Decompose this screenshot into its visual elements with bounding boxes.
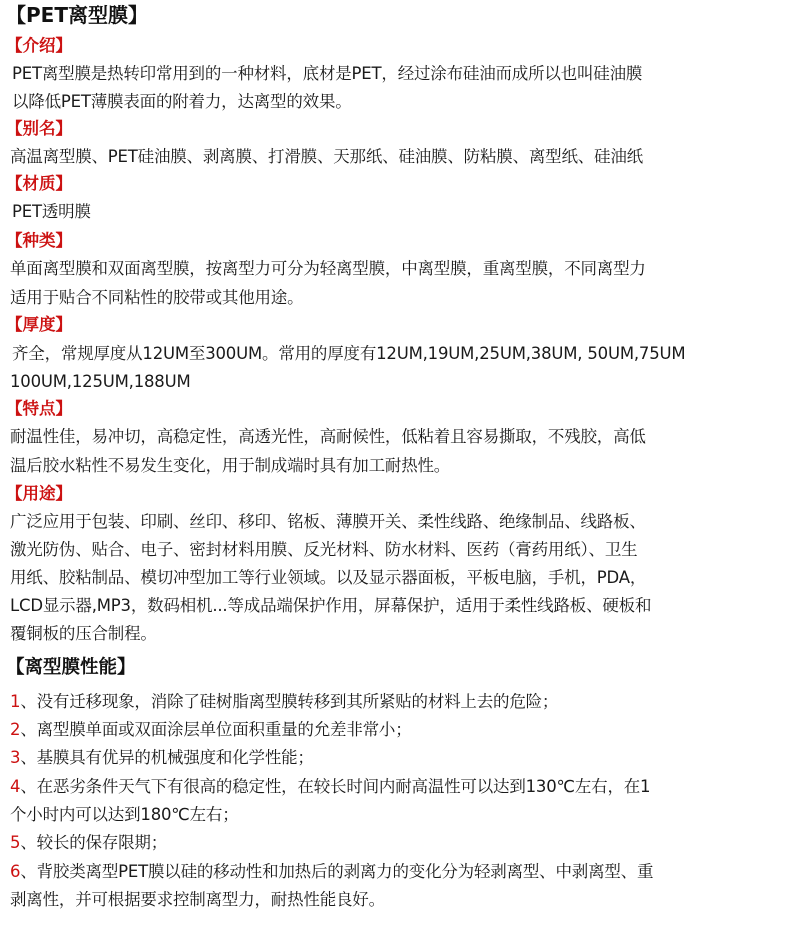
section-heading-types: 【种类】 (6, 231, 72, 250)
section-heading-intro: 【介绍】 (6, 36, 72, 55)
item-number: 3 (10, 748, 21, 767)
performance-title: 【离型膜性能】 (6, 657, 136, 678)
types-line-1: 单面离型膜和双面离型膜，按离型力可分为轻离型膜，中离型膜，重离型膜，不同离型力 (10, 259, 646, 278)
performance-item-6 (10, 858, 653, 886)
types-line-2: 适用于贴合不同粘性的胶带或其他用途。 (10, 288, 304, 307)
performance-item-1 (10, 688, 558, 716)
features-line-1: 耐温性佳，易冲切，高稳定性，高透光性，高耐候性，低粘着且容易撕取，不残胶，高低 (10, 427, 646, 446)
material-line-1: PET透明膜 (12, 202, 91, 221)
item-text: 背胶类离型PET膜以硅的移动性和加热后的剥离力的变化分为轻剥离型、中剥离型、重 (36, 862, 654, 881)
performance-item-6-cont (10, 886, 385, 914)
features-line-2: 温后胶水粘性不易发生变化，用于制成端时具有加工耐热性。 (10, 456, 451, 475)
thickness-line-2: 100UM,125UM,188UM (10, 372, 191, 391)
thickness-line-1: 齐全，常规厚度从12UM至300UM。常用的厚度有12UM,19UM,25UM,38UM, 50UM,75UM (12, 344, 686, 363)
uses-line-1: 广泛应用于包装、印刷、丝印、移印、铭板、薄膜开关、柔性线路、绝缘制品、线路板、 (10, 512, 646, 531)
item-text: 离型膜单面或双面涂层单位面积重量的允差非常小； (36, 720, 412, 739)
item-separator: 、 (20, 748, 37, 767)
item-separator: 、 (20, 862, 37, 881)
item-separator: 、 (20, 720, 37, 739)
page-title: 【PET离型膜】 (6, 3, 148, 27)
item-number: 4 (10, 777, 21, 796)
intro-line-2: 以降低PET薄膜表面的附着力，达离型的效果。 (12, 92, 352, 111)
item-separator: 、 (20, 777, 37, 796)
aliases-line-1: 高温离型膜、PET硅油膜、剥离膜、打滑膜、天那纸、硅油膜、防粘膜、离型纸、硅油纸 (10, 147, 643, 166)
uses-line-3: 用纸、胶粘制品、模切冲型加工等行业领域。以及显示器面板，平板电脑，手机，PDA， (10, 568, 647, 587)
item-number: 2 (10, 720, 21, 739)
item-text: 在恶劣条件天气下有很高的稳定性，在较长时间内耐高温性可以达到130℃左右，在1 (36, 777, 651, 796)
performance-item-2 (10, 716, 412, 744)
uses-line-4: LCD显示器,MP3，数码相机...等成品端保护作用，屏幕保护，适用于柔性线路板、硬板和 (10, 596, 652, 615)
item-number: 6 (10, 862, 21, 881)
section-heading-aliases: 【别名】 (6, 119, 72, 138)
performance-item-4-cont (10, 801, 239, 829)
item-text: 基膜具有优异的机械强度和化学性能； (36, 748, 314, 767)
item-number: 5 (10, 833, 21, 852)
performance-item-4 (10, 773, 650, 801)
performance-item-5 (10, 829, 167, 857)
item-text: 剥离性，并可根据要求控制离型力，耐热性能良好。 (10, 890, 385, 909)
intro-line-1: PET离型膜是热转印常用到的一种材料，底材是PET，经过涂布硅油而成所以也叫硅油膜 (12, 64, 643, 83)
performance-item-3 (10, 744, 314, 772)
section-heading-uses: 【用途】 (6, 484, 72, 503)
item-separator: 、 (20, 833, 37, 852)
section-heading-thickness: 【厚度】 (6, 315, 72, 334)
item-text: 没有迁移现象，消除了硅树脂离型膜转移到其所紧贴的材料上去的危险； (36, 692, 559, 711)
section-heading-features: 【特点】 (6, 399, 72, 418)
uses-line-2: 激光防伪、贴合、电子、密封材料用膜、反光材料、防水材料、医药（膏药用纸）、卫生 (10, 540, 638, 559)
uses-line-5: 覆铜板的压合制程。 (10, 624, 157, 643)
item-separator: 、 (20, 692, 37, 711)
item-number: 1 (10, 692, 21, 711)
item-text: 较长的保存限期； (36, 833, 168, 852)
item-text: 个小时内可以达到180℃左右； (10, 805, 239, 824)
section-heading-material: 【材质】 (6, 174, 72, 193)
